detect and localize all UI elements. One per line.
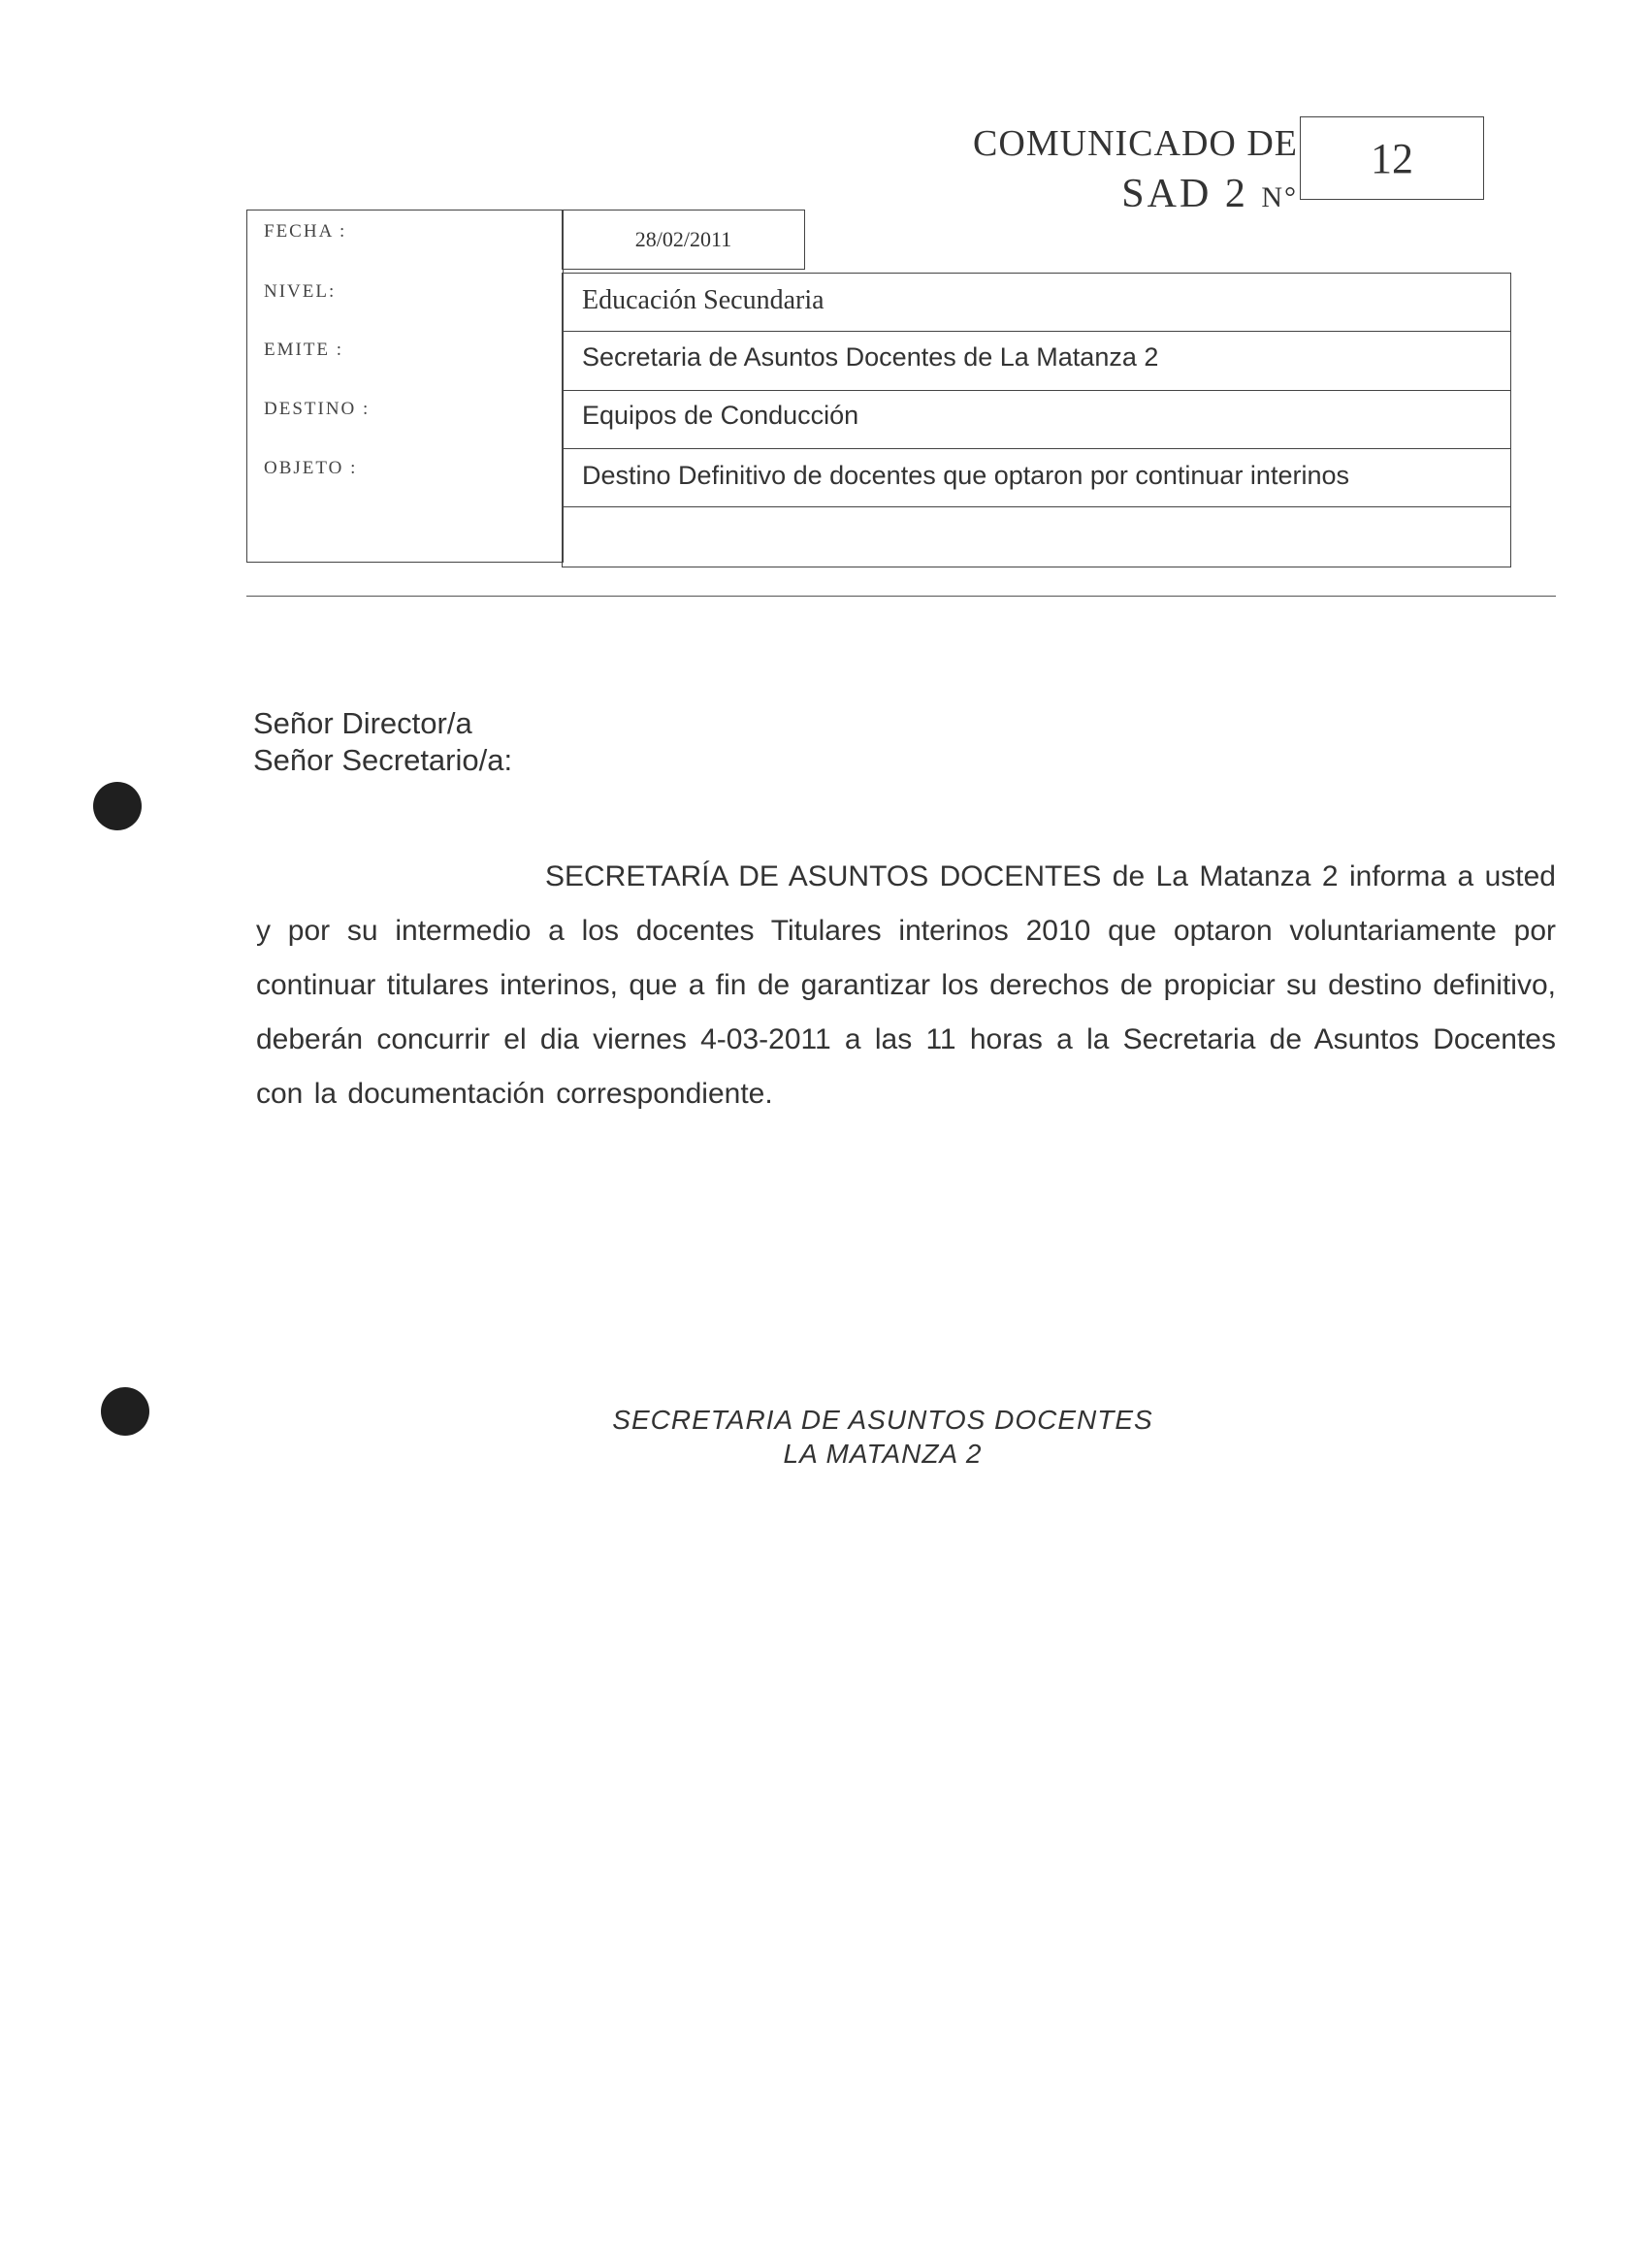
- objeto-label: OBJETO :: [264, 458, 358, 478]
- fecha-label: FECHA :: [264, 221, 347, 242]
- salutation-secretary: Señor Secretario/a:: [253, 743, 513, 777]
- emite-label: EMITE :: [264, 340, 344, 360]
- nivel-label: NIVEL:: [264, 281, 337, 302]
- row-divider: [562, 448, 1511, 449]
- row-divider: [562, 331, 1511, 332]
- row-divider: [562, 506, 1511, 507]
- communique-title: COMUNICADO DE: [973, 123, 1298, 164]
- emite-value: Secretaria de Asuntos Docentes de La Matanza 2: [582, 342, 1159, 372]
- body-paragraph: SECRETARÍA DE ASUNTOS DOCENTES de La Matanza 2 informa a usted y por su intermedio a los docentes Titulares interinos 2010 que optaron voluntariamente por continuar titulares interinos, que a fin de garantizar los derechos de propiciar su destino definitivo, deberán concurrir el dia viernes 4-03-2011 a las 11 horas a la Secretaria de Asuntos Docentes con la documentación correspondiente.: [256, 860, 1556, 1110]
- fecha-value: 28/02/2011: [562, 210, 805, 270]
- labels-column-frame: [246, 210, 564, 563]
- header-separator: [246, 596, 1556, 597]
- destino-value: Equipos de Conducción: [582, 401, 859, 430]
- number-sign: N°: [1261, 181, 1298, 213]
- objeto-value: Destino Definitivo de docentes que optaron por continuar interinos: [582, 461, 1349, 490]
- signature-line1: SECRETARIA DE ASUNTOS DOCENTES: [612, 1405, 1153, 1435]
- salutation-director: Señor Director/a: [253, 706, 472, 740]
- row-divider: [562, 390, 1511, 391]
- punch-hole-upper: [93, 782, 142, 830]
- communique-number-box: 12: [1300, 116, 1484, 200]
- destino-label: DESTINO :: [264, 399, 371, 419]
- punch-hole-lower: [101, 1387, 149, 1436]
- signature-line2: LA MATANZA 2: [783, 1439, 983, 1469]
- communique-subtitle: [1048, 171, 1298, 217]
- nivel-value: Educación Secundaria: [582, 285, 824, 315]
- communique-office: SAD 2: [1121, 172, 1262, 216]
